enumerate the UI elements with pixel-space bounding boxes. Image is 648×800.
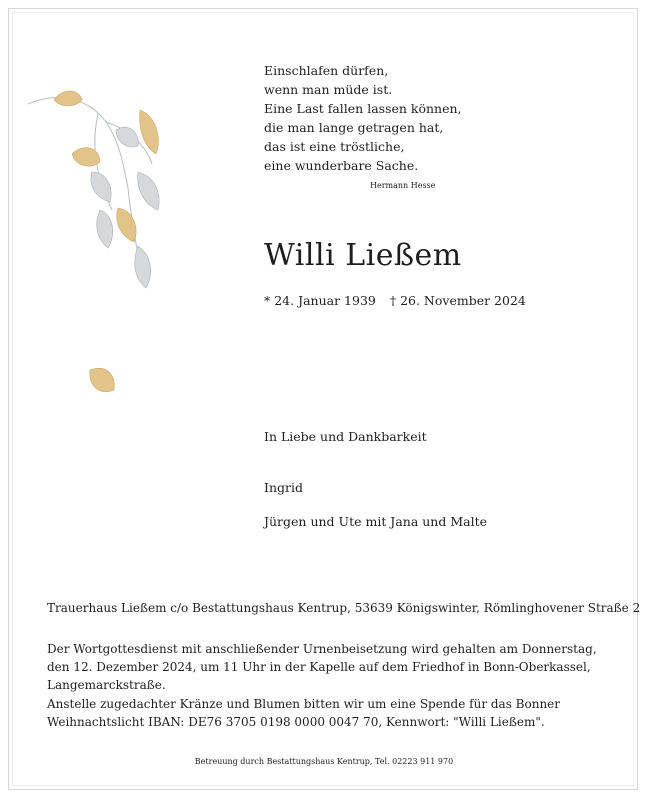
donation-request: Anstelle zugedachter Kränze und Blumen bitten wir um eine Spende für das Bonner Weihnachtslicht IBAN: DE76 3705 0198 0000 0047 70, Kennwort: "Willi Ließem". (47, 697, 561, 729)
funeral-home-footer: Betreuung durch Bestattungshaus Kentrup, Tel. 02223 911 970 (194, 757, 454, 766)
poem-line: Einschlafen dürfen, (264, 63, 389, 78)
poem-line: das ist eine tröstliche, (264, 139, 405, 154)
poem-line: wenn man müde ist. (264, 82, 393, 97)
poem-line: eine wunderbare Sache. (264, 158, 419, 173)
deceased-name: Willi Ließem (264, 238, 462, 273)
poem-author: Hermann Hesse (370, 181, 436, 190)
farewell-text: In Liebe und Dankbarkeit (264, 429, 427, 444)
leaf-gray-icon (91, 127, 159, 288)
death-date: † 26. November 2024 (389, 293, 526, 308)
life-dates (264, 293, 526, 308)
poem-line: die man lange getragen hat, (264, 120, 444, 135)
service-details: Der Wortgottesdienst mit anschließender Urnenbeisetzung wird gehalten am Donnerstag, den 12. Dezember 2024, um 11 Uhr in der Kapelle auf dem Friedhof in Bonn-Oberkassel, Langemarckstraße. (47, 642, 597, 692)
poem-line: Eine Last fallen lassen können, (264, 101, 462, 116)
mourning-house-address: Trauerhaus Ließem c/o Bestattungshaus Kentrup, 53639 Königswinter, Römlinghovener Straße 2 (47, 601, 641, 615)
mourner-name: Jürgen und Ute mit Jana und Malte (264, 514, 487, 529)
leaf-branch-illustration (20, 60, 180, 420)
poem (264, 61, 462, 175)
mourner-name: Ingrid (264, 480, 303, 495)
birth-date: * 24. Januar 1939 (264, 293, 376, 308)
